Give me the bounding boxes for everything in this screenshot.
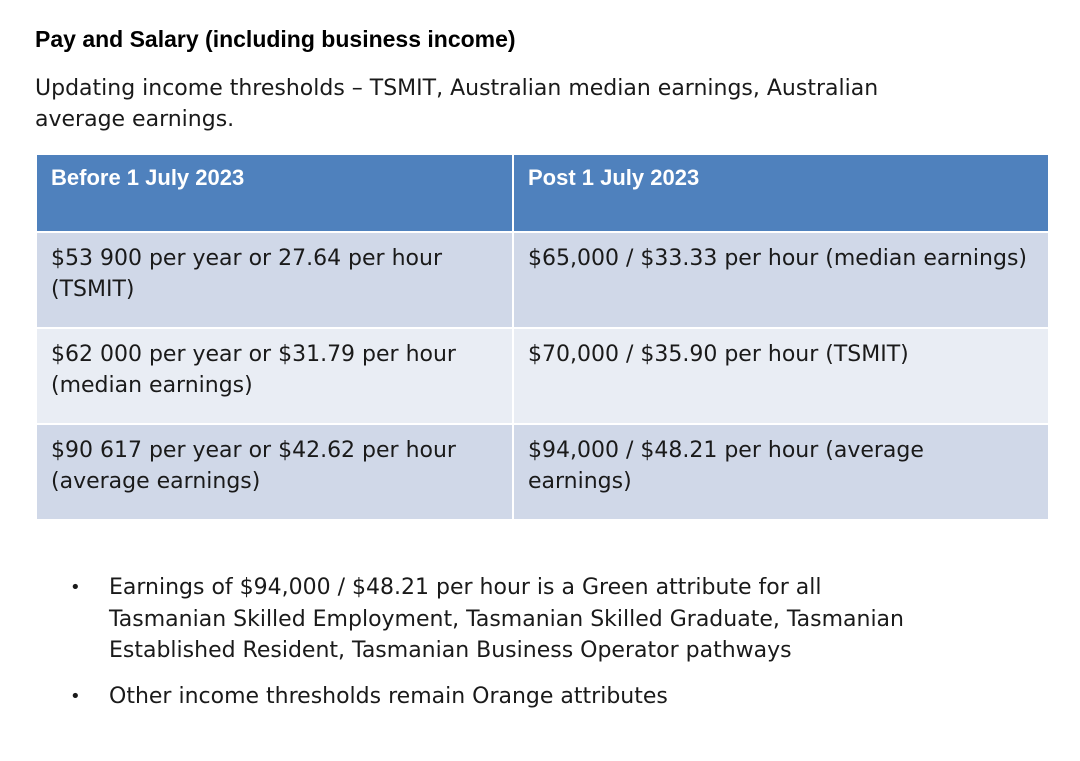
bullet-icon: •: [70, 577, 81, 598]
section-heading: Pay and Salary (including business income): [35, 26, 516, 52]
intro-text: Updating income thresholds – TSMIT, Australian median earnings, Australian average earnings.: [35, 76, 879, 132]
table-header-row: [36, 154, 1049, 232]
bullet-icon: •: [70, 685, 81, 707]
list-item-text: Other income thresholds remain Orange attributes: [109, 683, 668, 709]
table-cell-post: $70,000 / $35.90 per hour (TSMIT): [513, 328, 1049, 424]
table-cell-before: $90 617 per year or $42.62 per hour (average earnings): [36, 424, 513, 520]
list-item: [60, 572, 940, 667]
income-thresholds-table: [35, 153, 1050, 521]
table-row: [36, 424, 1049, 520]
table-cell-post: $94,000 / $48.21 per hour (average earnings): [513, 424, 1049, 520]
column-header-before: Before 1 July 2023: [36, 154, 513, 232]
table-row: [36, 328, 1049, 424]
notes-list: [60, 572, 940, 726]
table-cell-before: $62 000 per year or $31.79 per hour (median earnings): [36, 328, 513, 424]
table-cell-before: $53 900 per year or 27.64 per hour (TSMIT): [36, 232, 513, 328]
column-header-post: Post 1 July 2023: [513, 154, 1049, 232]
list-item: [60, 681, 940, 713]
list-item-text: Earnings of $94,000 / $48.21 per hour is a Green attribute for all Tasmanian Skilled Employment, Tasmanian Skilled Graduate, Tasmanian Established Resident, Tasmanian Business Operator pathways: [109, 575, 904, 663]
table-row: [36, 232, 1049, 328]
table-cell-post: $65,000 / $33.33 per hour (median earnings): [513, 232, 1049, 328]
